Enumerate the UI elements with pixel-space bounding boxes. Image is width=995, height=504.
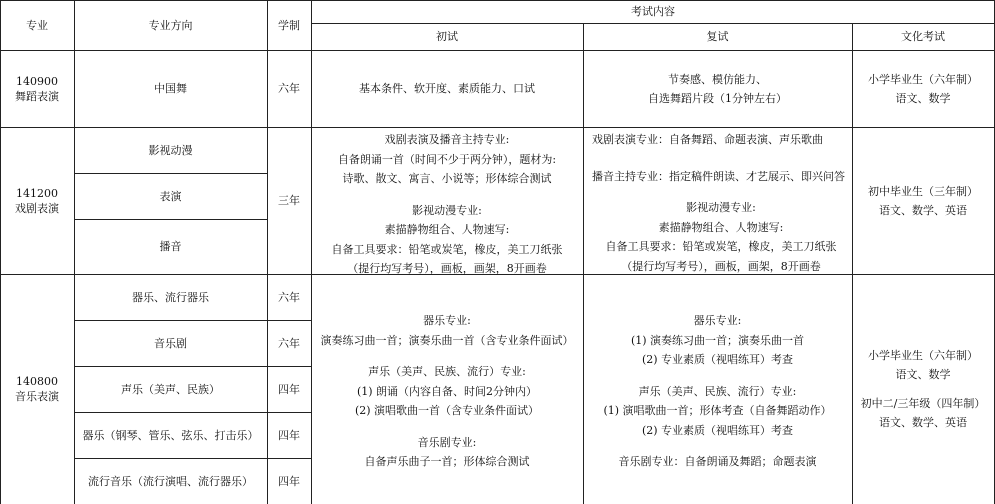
drama-second-round-line: 素描静物组合、人物速写: [658,220,784,234]
drama-second-round-line: （提行均写考号），画板，画架，8开画卷 [621,259,821,273]
header-exam-content: 考试内容 [631,5,675,18]
header-direction: 专业方向 [148,18,193,32]
music-second-round-line [583,440,852,452]
music-duration: 四年 [278,474,300,488]
music-second-round-line: 音乐剧专业：自备朗诵及舞蹈；命题表演 [618,455,817,468]
music-first-round-line: (1) 朗诵（内容自备、时间2分钟内） [356,384,538,398]
music-culture-line: 语文、数学、英语 [879,416,967,429]
dance-culture-line: 小学毕业生（六年制） [868,72,978,86]
music-second-round [583,311,852,472]
music-second-round-line: (1) 演唱歌曲一首；形体考查（自备舞蹈动作） [603,404,832,417]
drama-culture [852,127,994,274]
dance-duration: 六年 [278,82,300,95]
drama-first-round-line: 戏剧表演及播音主持专业: [384,133,510,146]
header-duration: 学制 [278,18,300,32]
music-direction-instrumental: 器乐（钢琴、管乐、弦乐、打击乐） [82,428,259,442]
music-direction-musical: 音乐剧 [154,336,187,350]
drama-second-round-line: 播音主持专业：指定稿件朗读、才艺展示、即兴问答 [592,169,845,183]
drama-second-round [592,130,850,276]
drama-first-round [311,130,583,279]
header-culture-exam: 文化考试 [901,30,945,43]
music-major-code: 140800 [16,375,58,388]
header-major: 专业 [26,18,48,32]
header-first-round: 初试 [436,30,458,43]
music-first-round-line: 演奏练习曲一首；演奏乐曲一首（含专业条件面试） [320,333,574,347]
music-duration: 六年 [278,290,300,304]
music-culture-line: 初中二/三年级（四年制） [860,397,986,410]
drama-duration: 三年 [278,194,300,207]
drama-first-round-line: （提行均写考号），画板，画架，8开画卷 [347,262,547,275]
drama-direction-broadcasting: 播音 [159,240,182,253]
drama-first-round-line: 诗歌、散文、寓言、小说等；形体综合测试 [342,172,552,185]
music-culture-line: 语文、数学 [895,368,951,381]
drama-first-round-line: 自备工具要求：铅笔或炭笔，橡皮，美工刀纸张 [331,242,563,256]
music-direction-vocal: 声乐（美声、民族） [121,382,220,396]
music-first-round [311,311,583,472]
dance-second-round [583,50,852,127]
drama-major-cell [0,127,74,274]
drama-first-round-line [311,189,583,201]
dance-major-code: 140900 [16,74,58,88]
music-culture [852,274,994,504]
drama-first-round-line: 素描静物组合、人物速写: [384,223,510,236]
drama-second-round-line: 戏剧表演专业：自备舞蹈、命题表演、声乐歌曲 [592,133,823,146]
drama-direction-animation: 影视动漫 [148,143,193,157]
dance-first-round-line: 基本条件、软开度、素质能力、口试 [359,82,535,95]
dance-major-name: 舞蹈表演 [15,89,59,103]
drama-culture-line: 语文、数学、英语 [879,203,967,217]
music-second-round-line: 声乐（美声、民族、流行）专业: [638,384,797,398]
music-direction-instrumental-pop: 器乐、流行器乐 [132,290,209,304]
music-first-round-line: (2) 演唱歌曲一首（含专业条件面试） [354,404,540,417]
dance-first-round [311,50,583,127]
drama-first-round-line: 自备朗诵一首（时间不少于两分钟），题材为: [337,152,557,166]
music-second-round-line: (1) 演奏练习曲一首；演奏乐曲一首 [630,333,805,347]
drama-second-round-line [592,150,850,167]
music-first-round-line: 声乐（美声、民族、流行）专业: [368,365,526,378]
dance-second-round-line: 自选舞蹈片段（1分钟左右） [648,91,787,105]
music-duration: 四年 [278,428,300,442]
music-first-round-line: 器乐专业: [423,314,471,327]
music-second-round-line: 器乐专业: [693,314,742,327]
music-first-round-line [311,350,583,362]
drama-second-round-line [592,186,850,198]
music-second-round-line: (2) 专业素质（视唱练耳）考查 [641,353,794,366]
music-major-name: 音乐表演 [15,390,59,403]
music-first-round-line [311,421,583,433]
drama-major-name: 戏剧表演 [15,201,59,215]
music-culture-line: 小学毕业生（六年制） [868,349,978,362]
music-second-round-line [583,370,852,382]
dance-second-round-line: 节奏感、模仿能力、 [668,72,767,86]
drama-major-code: 141200 [16,186,58,200]
music-direction-pop-music: 流行音乐（流行演唱、流行器乐） [88,474,253,488]
dance-culture-line: 语文、数学 [895,91,951,105]
music-duration: 四年 [278,382,300,396]
drama-culture-line: 初中毕业生（三年制） [868,184,978,198]
dance-major-cell [0,50,74,127]
music-duration: 六年 [278,336,300,350]
drama-second-round-line: 影视动漫专业: [686,201,756,214]
drama-first-round-line: 影视动漫专业: [412,203,482,217]
music-first-round-line: 自备声乐曲子一首；形体综合测试 [364,455,530,468]
music-major-cell [0,274,74,504]
music-second-round-line: (2) 专业素质（视唱练耳）考查 [641,423,794,437]
dance-culture [852,50,994,127]
drama-second-round-line: 自备工具要求：铅笔或炭笔，橡皮，美工刀纸张 [605,240,837,253]
header-second-round: 复试 [706,30,729,43]
drama-direction-acting: 表演 [159,189,182,203]
dance-direction: 中国舞 [154,82,187,95]
music-first-round-line: 音乐剧专业: [417,435,477,449]
